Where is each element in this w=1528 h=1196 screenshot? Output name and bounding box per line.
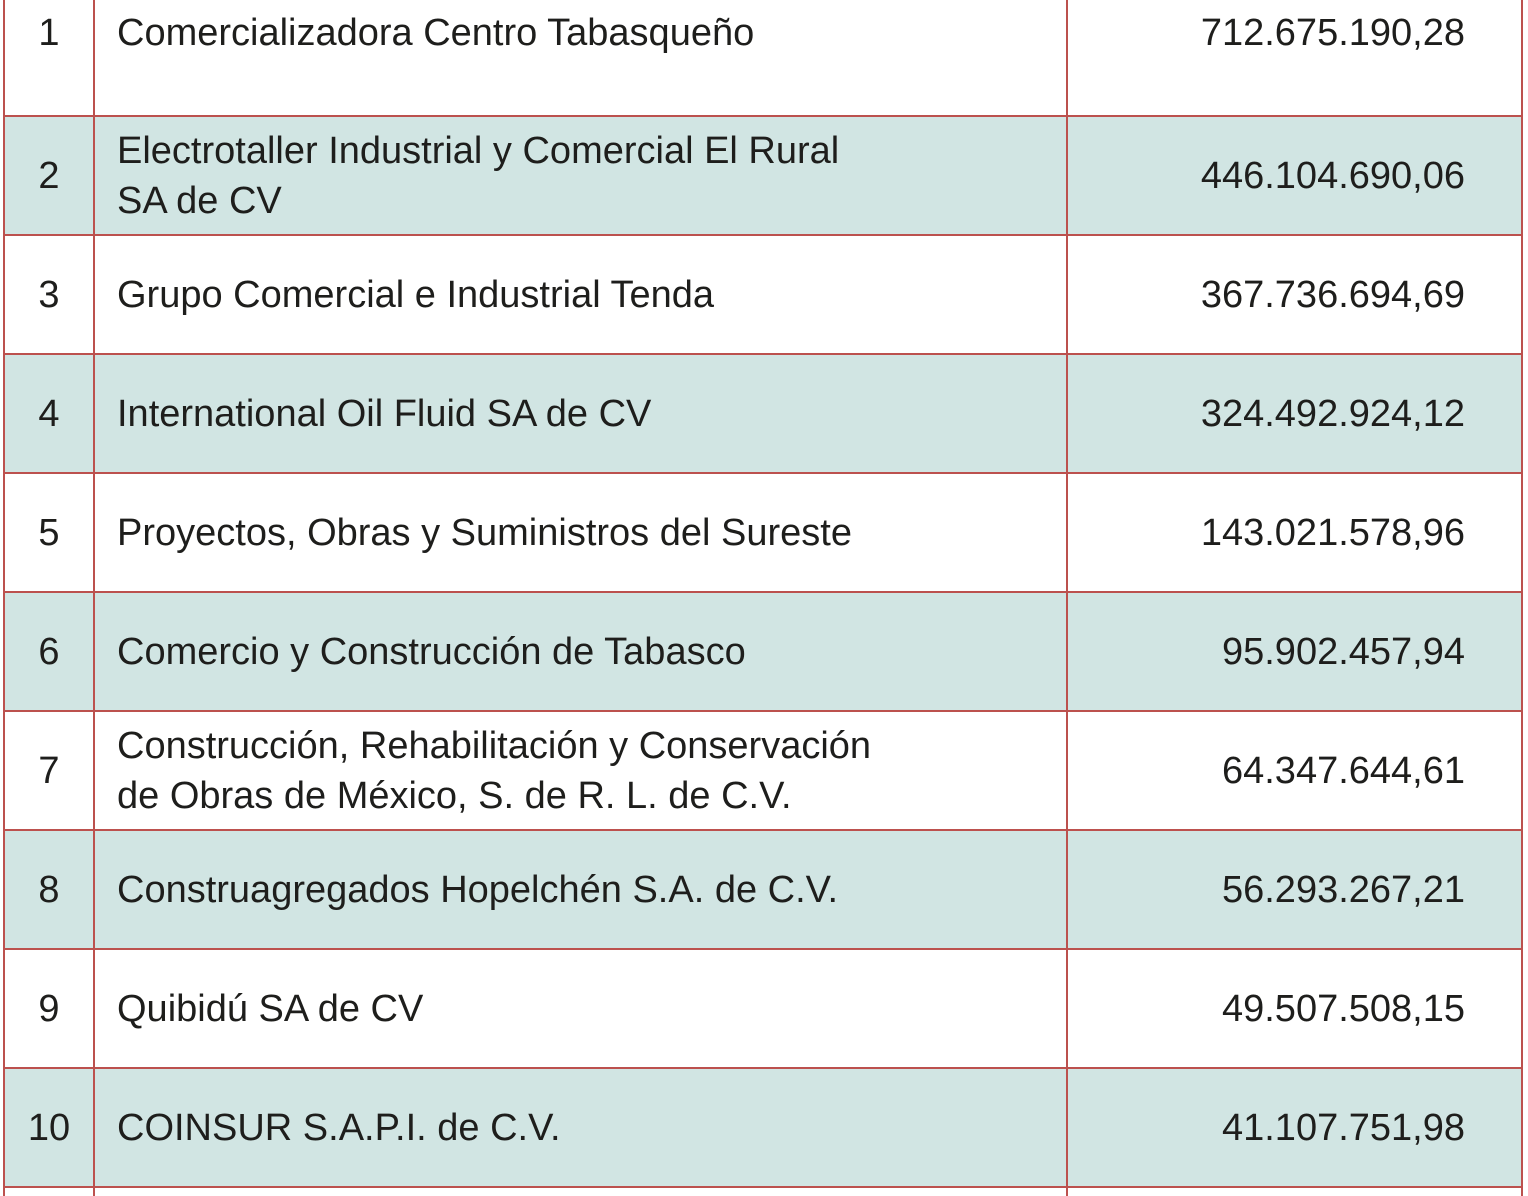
table-row — [4, 473, 1522, 592]
company-cell — [94, 235, 1067, 354]
rank-cell: 4 — [4, 354, 94, 473]
table-row — [4, 830, 1522, 949]
company-line: Comercio y Construcción de Tabasco — [117, 630, 746, 673]
amount-cell: 446.104.690,06 — [1067, 116, 1522, 235]
company-cell — [94, 830, 1067, 949]
table-row — [4, 949, 1522, 1068]
rank-cell: 8 — [4, 830, 94, 949]
amount-cell: 56.293.267,21 — [1067, 830, 1522, 949]
company-line: Quibidú SA de CV — [117, 987, 424, 1030]
company-line: International Oil Fluid SA de CV — [117, 392, 652, 435]
table-row — [4, 354, 1522, 473]
company-cell — [94, 711, 1067, 830]
amount-cell: 712.675.190,28 — [1067, 0, 1522, 116]
company-line: SA de CV — [117, 179, 282, 222]
rank-cell — [4, 1187, 94, 1196]
company-cell — [94, 1068, 1067, 1187]
company-line: Grupo Comercial e Industrial Tenda — [117, 273, 715, 316]
rank-cell: 1 — [4, 0, 94, 116]
table-body — [4, 0, 1522, 1196]
amount-cell: 49.507.508,15 — [1067, 949, 1522, 1068]
company-line: Construcción, Rehabilitación y Conservación — [117, 724, 872, 767]
rank-cell: 5 — [4, 473, 94, 592]
company-cell — [94, 473, 1067, 592]
table-row — [4, 0, 1522, 116]
table-row — [4, 711, 1522, 830]
table-row — [4, 1068, 1522, 1187]
amount-cell: 95.902.457,94 — [1067, 592, 1522, 711]
vendors-amounts-table — [3, 0, 1523, 1196]
company-line: Construagregados Hopelchén S.A. de C.V. — [117, 868, 839, 911]
company-cell — [94, 116, 1067, 235]
company-cell — [94, 354, 1067, 473]
company-line: Electrotaller Industrial y Comercial El Rural — [117, 129, 840, 172]
amount-cell: 41.107.751,98 — [1067, 1068, 1522, 1187]
amount-cell: 143.021.578,96 — [1067, 473, 1522, 592]
rank-cell: 9 — [4, 949, 94, 1068]
rank-cell: 6 — [4, 592, 94, 711]
table-row — [4, 235, 1522, 354]
company-cell — [94, 1187, 1067, 1196]
company-cell — [94, 592, 1067, 711]
company-line: COINSUR S.A.P.I. de C.V. — [117, 1106, 561, 1149]
company-line: de Obras de México, S. de R. L. de C.V. — [117, 774, 792, 817]
rank-cell: 3 — [4, 235, 94, 354]
company-cell — [94, 0, 1067, 116]
amount-cell: 64.347.644,61 — [1067, 711, 1522, 830]
amount-cell: 367.736.694,69 — [1067, 235, 1522, 354]
company-line: Comercializadora Centro Tabasqueño — [117, 12, 755, 54]
rank-cell: 7 — [4, 711, 94, 830]
rank-cell: 10 — [4, 1068, 94, 1187]
table-row-partial — [4, 1187, 1522, 1196]
table-row — [4, 592, 1522, 711]
company-cell — [94, 949, 1067, 1068]
rank-cell: 2 — [4, 116, 94, 235]
table-row — [4, 116, 1522, 235]
amount-cell: 324.492.924,12 — [1067, 354, 1522, 473]
company-line: Proyectos, Obras y Suministros del Sureste — [117, 511, 852, 554]
amount-cell — [1067, 1187, 1522, 1196]
